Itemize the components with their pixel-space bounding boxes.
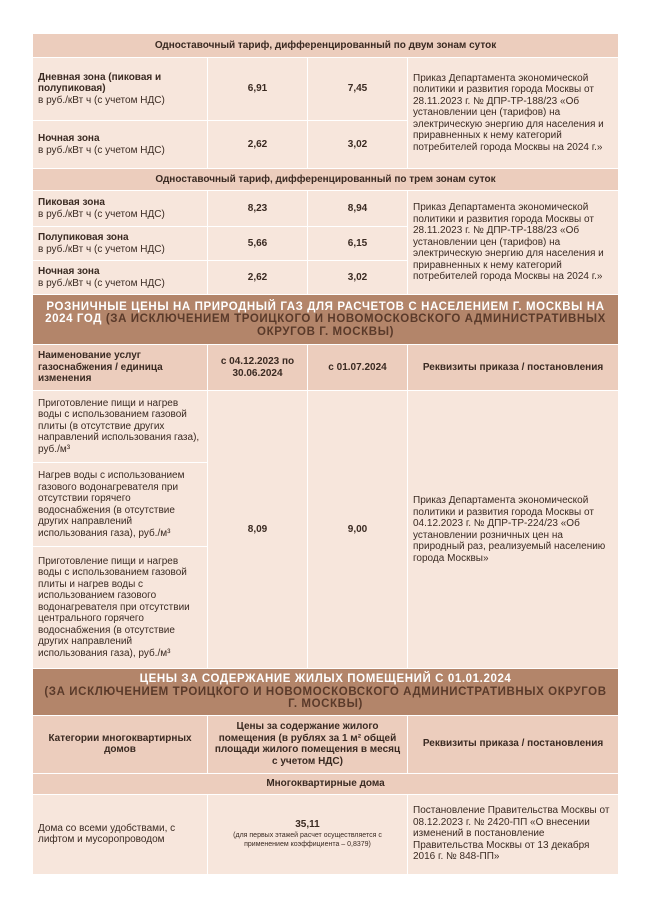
three-zone-title: Одноставочный тариф, дифференцированный по трем зонам суток (33, 169, 619, 191)
two-zone-night-value-2: 3,02 (308, 121, 408, 169)
two-zone-day-value-2: 7,45 (308, 58, 408, 121)
three-zone-semipeak-value-2: 6,15 (308, 227, 408, 261)
gas-col-service: Наименование услуг газоснабжения / единица изменения (33, 345, 208, 391)
gas-service-2: Нагрев воды с использованием газового водонагревателя при отсутствии горячего водоснабжения (в отсутствие других направлений использования газа), руб./м³ (33, 463, 208, 547)
two-zone-night-value-1: 2,62 (208, 121, 308, 169)
housing-price: 35,11 (295, 818, 320, 830)
gas-col-period-2: с 01.07.2024 (308, 345, 408, 391)
gas-value-2: 9,00 (308, 391, 408, 669)
housing-section-title: ЦЕНЫ ЗА СОДЕРЖАНИЕ ЖИЛЫХ ПОМЕЩЕНИЙ С 01.01.2024 (ЗА ИСКЛЮЧЕНИЕМ ТРОИЦКОГО И НОВОМОСКОВСКОГО АДМИНИСТРАТИВНЫХ ОКРУГОВ Г. МОСКВЫ) (33, 669, 619, 716)
housing-price-note: (для первых этажей расчет осуществляется с применением коэффициента – 0,8379) (233, 832, 382, 848)
gas-service-3: Приготовление пищи и нагрев воды с использованием газовой плиты и нагрев воды с использованием газового водонагревателя при отсутствии центрального горячего водоснабжения (в отсутствие других направлений использования газа), руб./м³ (33, 547, 208, 669)
tariff-document (32, 33, 618, 875)
gas-value-1: 8,09 (208, 391, 308, 669)
housing-price-cell (208, 794, 408, 874)
gas-col-period-1: с 04.12.2023 по 30.06.2024 (208, 345, 308, 391)
three-zone-peak-value-2: 8,94 (308, 191, 408, 227)
housing-col-order: Реквизиты приказа / постановления (408, 715, 619, 773)
two-zone-day-label: Дневная зона (пиковая и полупиковая) в руб./кВт ч (с учетом НДС) (33, 58, 208, 121)
two-zone-day-value-1: 6,91 (208, 58, 308, 121)
gas-section-title: РОЗНИЧНЫЕ ЦЕНЫ НА ПРИРОДНЫЙ ГАЗ ДЛЯ РАСЧЕТОВ С НАСЕЛЕНИЕМ Г. МОСКВЫ НА 2024 ГОД (ЗА ИСКЛЮЧЕНИЕМ ТРОИЦКОГО И НОВОМОСКОВСКОГО АДМИНИСТРАТИВНЫХ ОКРУГОВ Г. МОСКВЫ) (33, 295, 619, 345)
three-zone-peak-value-1: 8,23 (208, 191, 308, 227)
three-zone-order: Приказ Департамента экономической политики и развития города Москвы от 28.11.2023 г. № ДПР-ТР-188/23 «Об установлении цен (тарифов) на электрическую энергию для населения и приравненных к нему категорий потребителей города Москвы на 2024 г.» (408, 191, 619, 295)
three-zone-peak-label: Пиковая зона в руб./кВт ч (с учетом НДС) (33, 191, 208, 227)
gas-service-1: Приготовление пищи и нагрев воды с использованием газовой плиты (в отсутствие других направлений использования газа), руб./м³ (33, 391, 208, 463)
three-zone-night-value-1: 2,62 (208, 261, 308, 295)
three-zone-night-label: Ночная зона в руб./кВт ч (с учетом НДС) (33, 261, 208, 295)
housing-col-price: Цены за содержание жилого помещения (в рублях за 1 м² общей площади жилого помещения в месяц с учетом НДС) (208, 715, 408, 773)
housing-group: Многоквартирные дома (33, 773, 619, 794)
three-zone-semipeak-value-1: 5,66 (208, 227, 308, 261)
housing-category: Дома со всеми удобствами, с лифтом и мусоропроводом (33, 794, 208, 874)
gas-order: Приказ Департамента экономической политики и развития города Москвы от 04.12.2023 г. № ДПР-ТР-224/23 «Об установлении розничных цен на природный раз, реализуемый населению города Москвы» (408, 391, 619, 669)
two-zone-title: Одноставочный тариф, дифференцированный по двум зонам суток (33, 34, 619, 58)
tariff-table (32, 33, 619, 875)
gas-col-order: Реквизиты приказа / постановления (408, 345, 619, 391)
housing-order: Постановление Правительства Москвы от 08.12.2023 г. № 2420-ПП «О внесении изменений в постановление Правительства Москвы от 13 декабря 2016 г. № 848-ПП» (408, 794, 619, 874)
two-zone-night-label: Ночная зона в руб./кВт ч (с учетом НДС) (33, 121, 208, 169)
three-zone-night-value-2: 3,02 (308, 261, 408, 295)
three-zone-semipeak-label: Полупиковая зона в руб./кВт ч (с учетом НДС) (33, 227, 208, 261)
two-zone-order: Приказ Департамента экономической политики и развития города Москвы от 28.11.2023 г. № ДПР-ТР-188/23 «Об установлении цен (тарифов) на электрическую энергию для населения и приравненных к нему категорий потребителей города Москвы на 2024 г.» (408, 58, 619, 169)
housing-col-category: Категории многоквартирных домов (33, 715, 208, 773)
